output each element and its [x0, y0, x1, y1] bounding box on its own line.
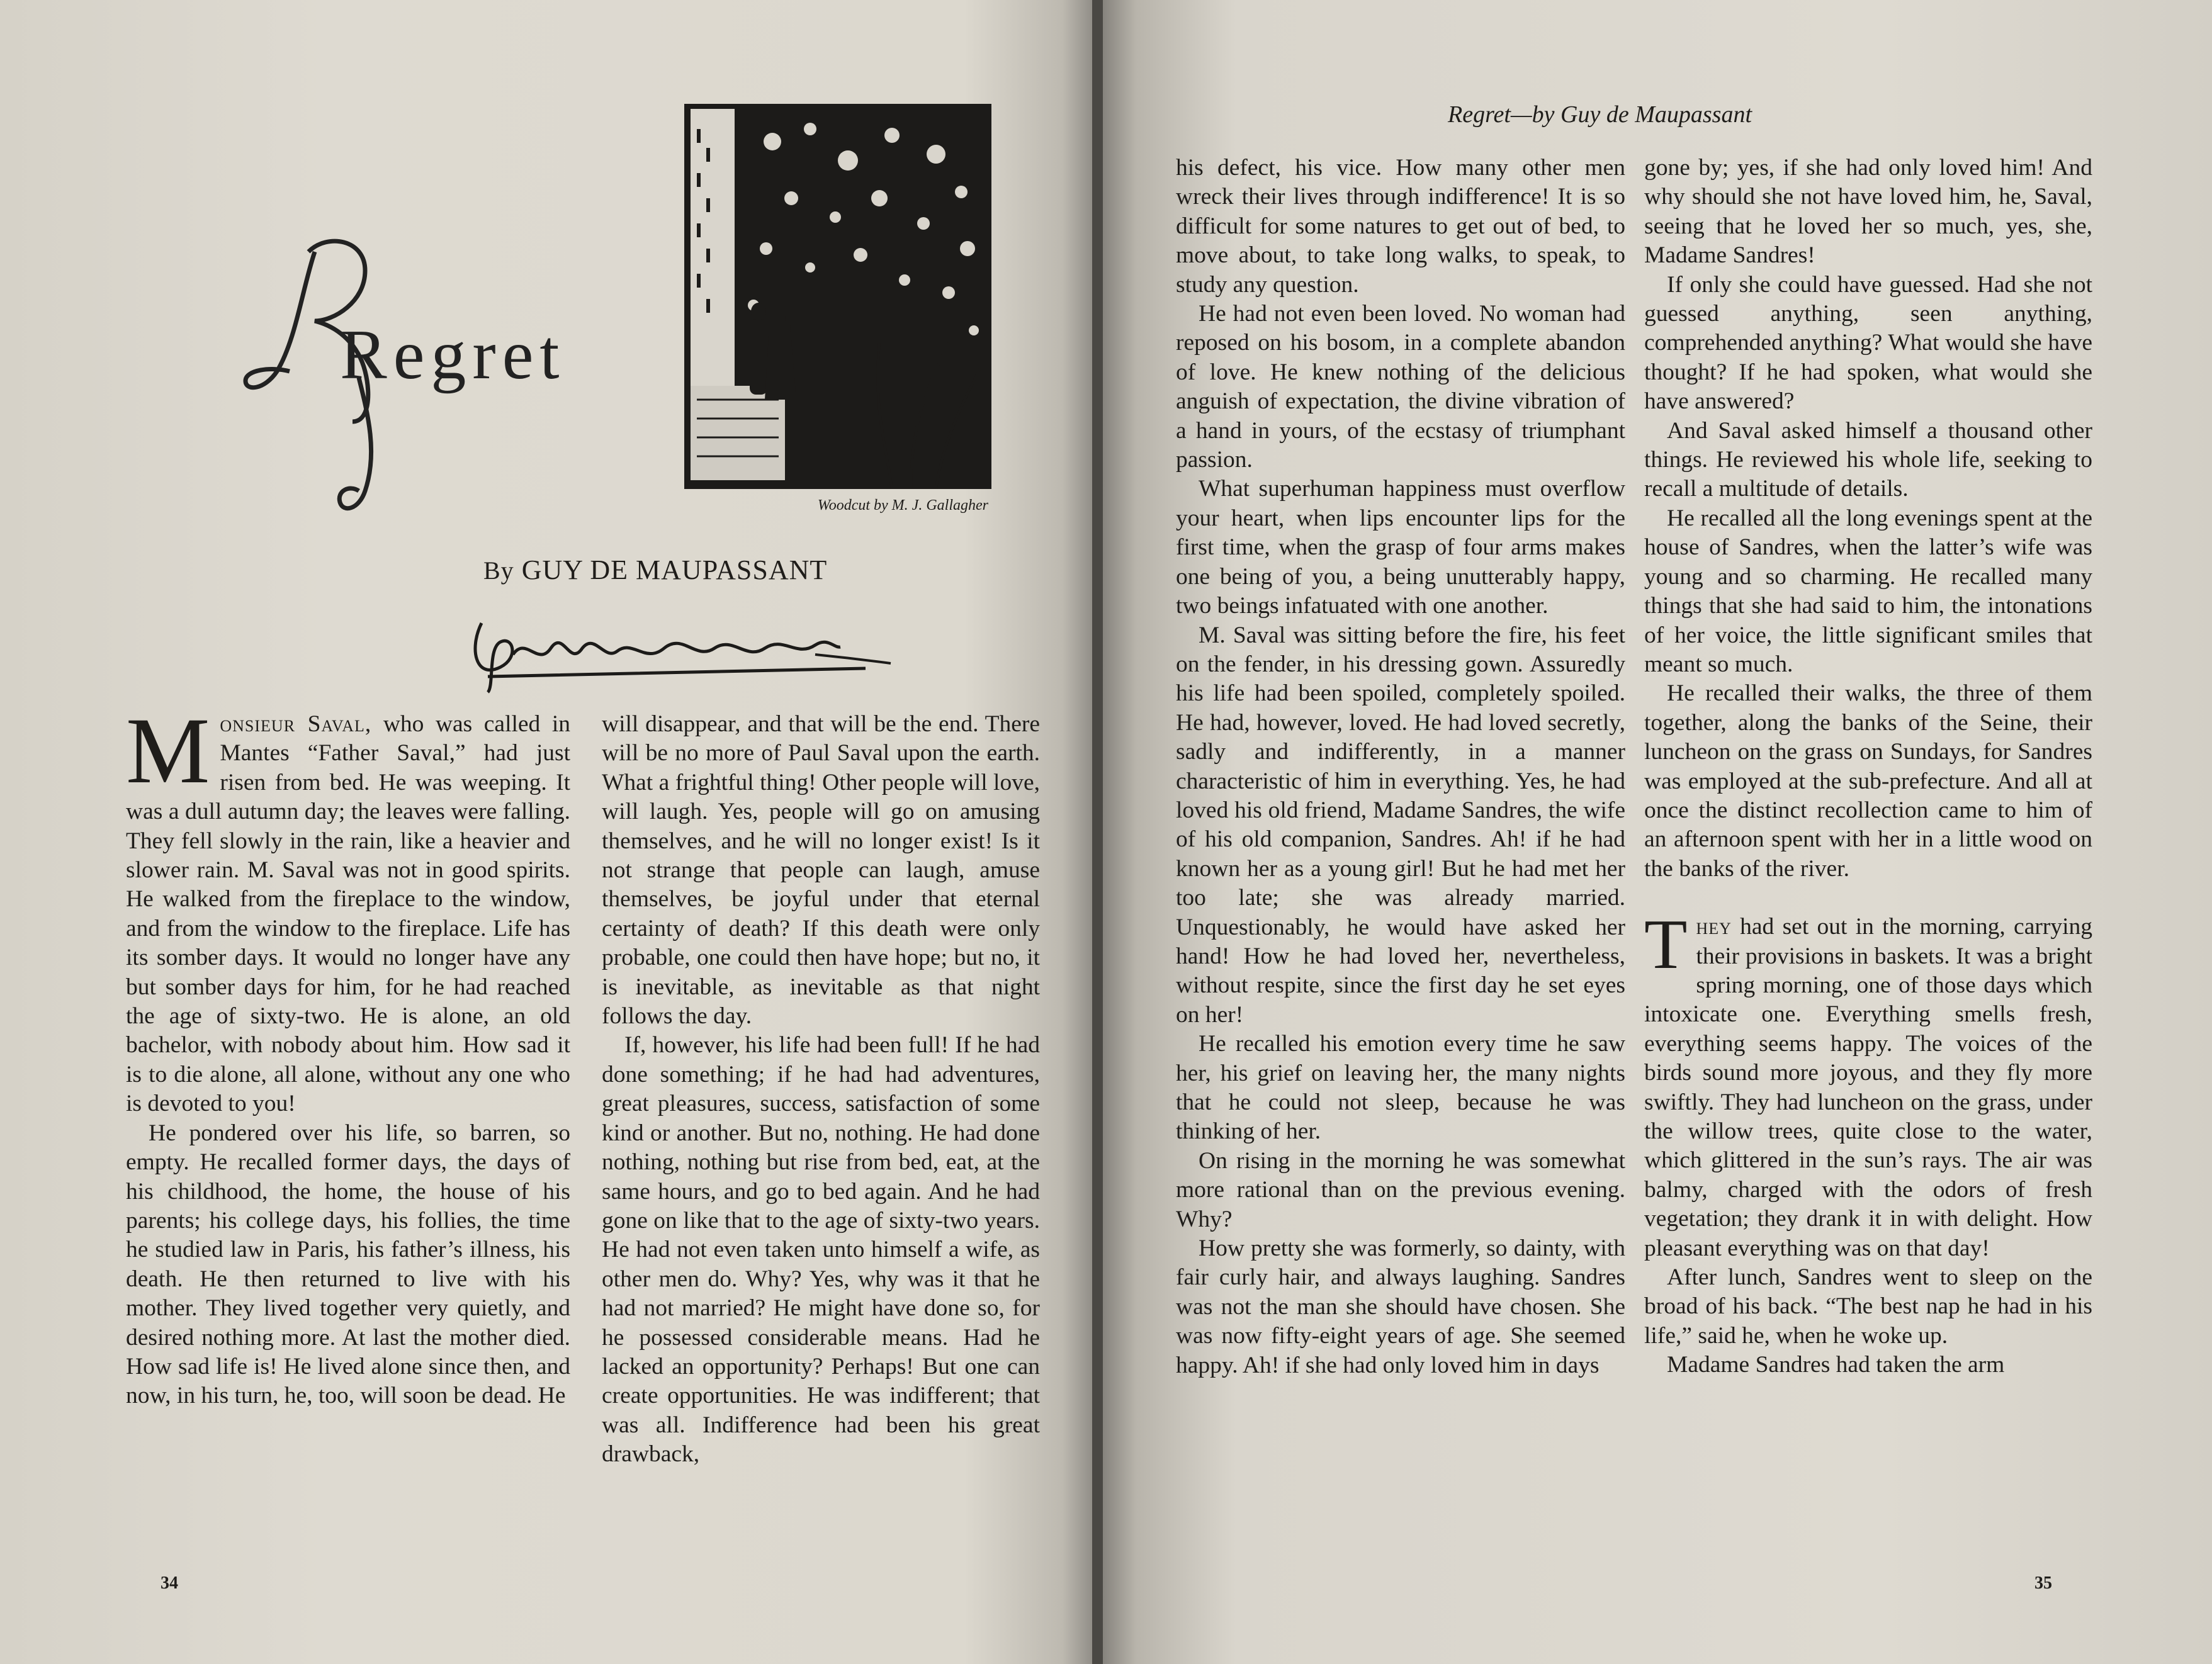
paragraph: What superhuman happiness must overflow your heart, when lips encounter lips for the first time, when the grasp of four arms makes one being of you, a being unutterably happy, two beings infatuated with one another. [1176, 476, 1625, 619]
running-head: Regret—by Guy de Maupassant [1448, 101, 1752, 128]
paragraph: He recalled all the long evenings spent at the house of Sandres, when the latter’s wife was young and so charming. He recalled many things that she had said to him, the intonations of her voice, the little significant smiles that meant so much. [1644, 505, 2092, 677]
page-number: 34 [161, 1573, 178, 1593]
paragraph: M. Saval was sitting before the fire, his feet on the fender, in his dressing gown. Assuredly his life had been spoiled, completely spoiled. He had, however, loved. He had loved secretly, sadly and indifferently, in a manner characteristic of him in everything. Yes, he had loved his old friend, Madame Sandres, the wife of his old companion, Sandres. Ah! if he had known her as a young girl! But he had met her too late; she was already married. Unquestionably, he would have asked her hand! How he had loved her, nevertheless, without respite, since the first day he set eyes on her! [1176, 622, 1625, 1028]
woodcut-illustration [684, 104, 991, 489]
paragraph: He had not even been loved. No woman had reposed on his bosom, in a complete abandon of love. He knew nothing of the delicious anguish of expectation, the divine vibration of a hand in yours, of the ecstasy of triumphant passion. [1176, 301, 1625, 473]
author-signature [463, 598, 903, 699]
paragraph [1644, 906, 2092, 1263]
right-column-2 [1644, 154, 2092, 1380]
title-text: Regret [340, 316, 566, 394]
drop-cap: T [1644, 906, 1688, 984]
paragraph: How pretty she was formerly, so dainty, with fair curly hair, and always laughing. Sandres was not the man she should have chosen. She was now fifty-eight years of age. She seemed happy. Ah! if she had only loved him in days [1176, 1235, 1625, 1378]
byline-author: GUY DE MAUPASSANT [521, 554, 828, 585]
left-page [0, 0, 1095, 1664]
left-column-1 [126, 699, 570, 1411]
paragraph-text: who was called in Mantes “Father Saval,” had just risen from bed. He was weeping. It was a dull autumn day; the leaves were falling. They fell slowly in the rain, like a heavier and slower rain. M. Saval was not in good spirits. He walked from the fireplace to the window, and from the window to the fireplace. Life has its somber days. It would no longer have any but somber days for him, for he had reached the age of sixty-two. He is alone, an old bachelor, with nobody about him. How sad it is to die alone, all alone, without any one who is devoted to you! [126, 711, 570, 1117]
byline-by: By [483, 556, 514, 585]
paragraph: He recalled his emotion every time he saw her, his grief on leaving her, the many nights that he could not sleep, because he was thinking of her. [1176, 1031, 1625, 1145]
paragraph: And Saval asked himself a thousand other things. He reviewed his whole life, seeking to recall a multitude of details. [1644, 417, 2092, 502]
woodcut-caption: Woodcut by M. J. Gallagher [817, 497, 988, 514]
page-number: 35 [2034, 1573, 2052, 1593]
paragraph [126, 699, 570, 1119]
small-caps-lead: onsieur Saval, [220, 711, 372, 737]
paragraph: If only she could have guessed. Had she not guessed anything, seen anything, comprehended anything? What would she have thought? If he had spoken, what would she have answered? [1644, 271, 2092, 415]
byline [483, 554, 827, 586]
paragraph: If, however, his life had been full! If he had done something; if he had had adventures, great pleasures, success, satisfaction of some kind or another. But no, nothing. He had done nothing, nothing but rise from bed, eat, at the same hours, and go to bed again. And he had gone on like that to the age of sixty-two years. He had not even taken unto himself a wife, as other men do. Why? Yes, why was it that he had not married? He might have done so, for he possessed considerable means. Had he lacked an opportunity? Perhaps! But one can create opportunities. He was indifferent; that was all. Indifference had been his great drawback, [602, 1032, 1040, 1468]
left-column-2 [602, 710, 1040, 1470]
paragraph: He recalled their walks, the three of them together, along the banks of the Seine, their luncheon on the grass on Sundays, for Sandres was employed at the sub-prefecture. And all at once the distinct recollection came to him of an afternoon spent with her in a little wood on the banks of the river. [1644, 680, 2092, 882]
right-column-1 [1176, 154, 1625, 1380]
small-caps-lead: hey [1696, 914, 1732, 940]
story-title [233, 227, 585, 529]
paragraph: will disappear, and that will be the end. There will be no more of Paul Saval upon the earth. What a frightful thing! Other people will love, will laugh. Yes, people will go on amusing themselves, and he will no longer exist! Is it not strange that people can laugh, amuse themselves, be joyful under that eternal certainty of death? If this death were only probable, one could then have hope; but no, it is inevitable, as inevitable as that night follows the day. [602, 711, 1040, 1030]
paragraph: After lunch, Sandres went to sleep on the broad of his back. “The best nap he had in his life,” said he, when he woke up. [1644, 1264, 2092, 1349]
paragraph: his defect, his vice. How many other men wreck their lives through indifference! It is so difficult for some natures to get out of bed, to move about, to take long walks, to speak, to study any question. [1176, 155, 1625, 298]
paragraph: gone by; yes, if she had only loved him! And why should she not have loved him, he, Saval, seeing that he loved her so much, yes, she, Madame Sandres! [1644, 155, 2092, 269]
paragraph: He pondered over his life, so barren, so empty. He recalled former days, the days of his childhood, the home, the house of his parents; his college days, his follies, the time he studied law in Paris, his father’s illness, his death. He then returned to live with his mother. They lived together very quietly, and desired nothing more. At last the mother died. How sad life is! He lived alone since then, and now, in his turn, he, too, will soon be dead. He [126, 1120, 570, 1409]
paragraph: Madame Sandres had taken the arm [1667, 1352, 2005, 1378]
right-page [1103, 0, 2212, 1664]
drop-cap: M [126, 699, 210, 803]
paragraph-text: had set out in the morning, carrying their provisions in baskets. It was a bright spring morning, one of those days which intoxicate one. Everything smells fresh, everything seems happy. The voices of the birds sound more joyous, and they fly more swiftly. They had luncheon on the grass, under the willow trees, quite close to the water, which glittered in the sun’s rays. The air was balmy, charged with the odors of fresh vegetation; they drank it in with delight. How pleasant everything was on that day! [1644, 914, 2092, 1261]
paragraph: On rising in the morning he was somewhat more rational than on the previous evening. Why? [1176, 1147, 1625, 1232]
